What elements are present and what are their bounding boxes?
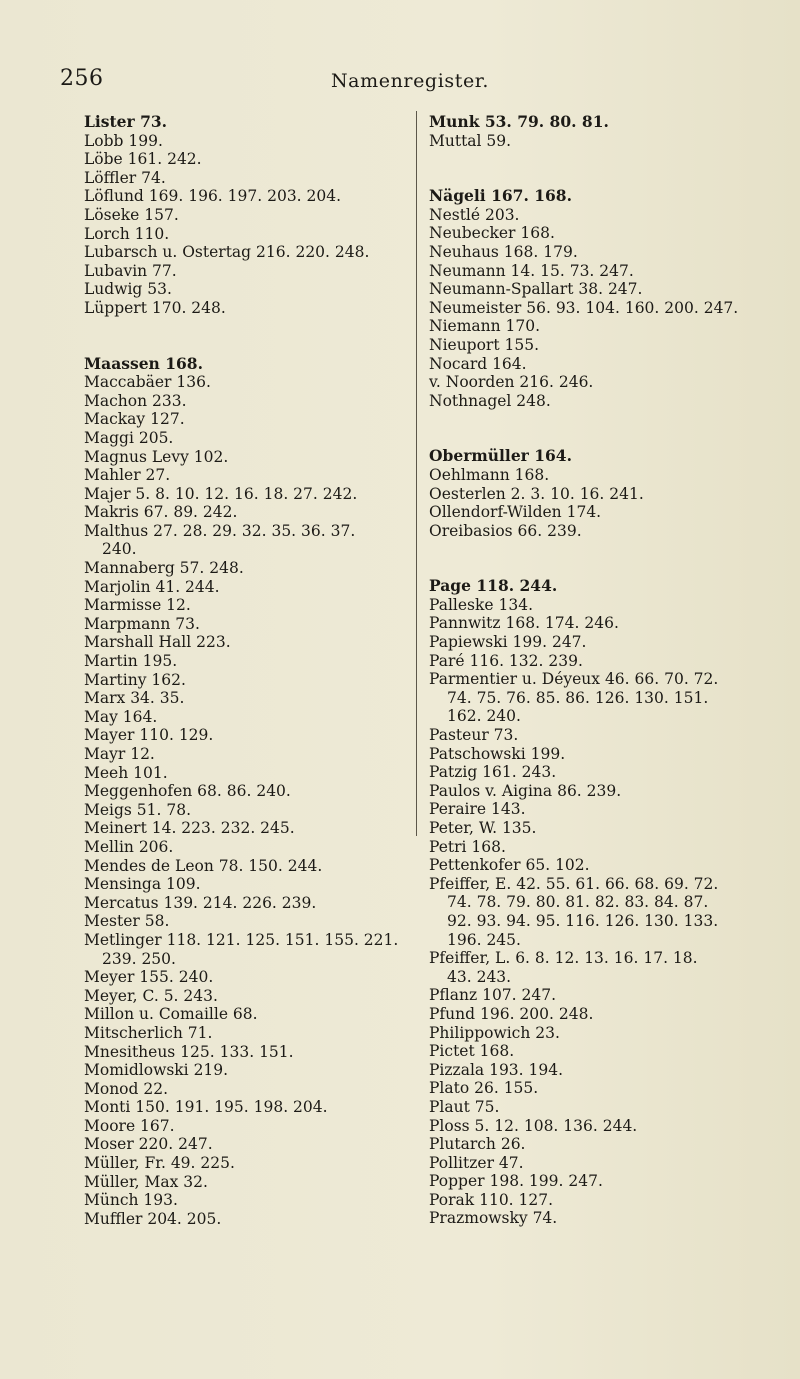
index-entry <box>429 596 759 615</box>
entry-text: Nägeli 167. 168. <box>429 186 572 206</box>
entry-text: Löflund 169. 196. 197. 203. 204. <box>84 187 342 206</box>
entry-text: Paré 116. 132. 239. <box>429 651 583 670</box>
index-entry <box>429 299 759 318</box>
index-entry <box>84 410 404 429</box>
index-entry <box>84 1173 404 1192</box>
entry-text: Neumeister 56. 93. 104. 160. 200. 247. <box>429 298 739 317</box>
index-entry <box>429 113 759 132</box>
index-entry <box>429 1042 759 1061</box>
index-entry <box>84 708 404 727</box>
entry-text: Mercatus 139. 214. 226. 239. <box>84 893 317 912</box>
entry-continuation: 239. 250. <box>102 949 176 968</box>
index-entry <box>84 206 404 225</box>
index-entry <box>429 763 759 782</box>
index-entry <box>84 875 404 894</box>
entry-text: Mahler 27. <box>84 466 171 485</box>
index-entry <box>84 1117 404 1136</box>
index-entry <box>429 336 759 355</box>
index-entry <box>84 1024 404 1043</box>
index-entry <box>429 280 759 299</box>
index-entry <box>429 1098 759 1117</box>
index-entry <box>429 132 759 151</box>
index-entry <box>429 875 759 949</box>
entry-text: Pfund 196. 200. 248. <box>429 1004 594 1023</box>
index-entry <box>429 466 759 485</box>
index-entry <box>429 782 759 801</box>
entry-text: Löffler 74. <box>84 168 166 187</box>
index-entry <box>429 726 759 745</box>
index-entry <box>429 1061 759 1080</box>
entry-text: Neuhaus 168. 179. <box>429 242 578 261</box>
index-entry <box>84 615 404 634</box>
index-entry <box>84 726 404 745</box>
index-entry <box>84 355 404 374</box>
entry-text: Marshall Hall 223. <box>84 633 231 652</box>
index-entry <box>429 652 759 671</box>
entry-text: Löseke 157. <box>84 205 179 224</box>
entry-continuation: 74. 75. 76. 85. 86. 126. 130. 151. <box>447 688 709 707</box>
entry-text: Page 118. 244. <box>429 576 558 596</box>
entry-text: Petri 168. <box>429 837 506 856</box>
index-entry <box>84 931 404 968</box>
index-entry <box>84 1135 404 1154</box>
index-entry <box>429 838 759 857</box>
entry-text: Machon 233. <box>84 391 187 410</box>
entry-text: Obermüller 164. <box>429 446 572 466</box>
entry-text: Prazmowsky 74. <box>429 1209 558 1228</box>
index-entry <box>429 373 759 392</box>
entry-text: Pannwitz 168. 174. 246. <box>429 614 619 633</box>
entry-text: Malthus 27. 28. 29. 32. 35. 36. 37. <box>84 521 356 540</box>
entry-text: Plutarch 26. <box>429 1135 526 1154</box>
entry-text: Marpmann 73. <box>84 614 200 633</box>
entry-text: Martiny 162. <box>84 670 186 689</box>
index-entry <box>429 317 759 336</box>
entry-continuation: 196. 245. <box>447 930 521 949</box>
entry-text: Maassen 168. <box>84 353 203 373</box>
entry-text: Mannaberg 57. 248. <box>84 559 244 578</box>
index-entry <box>429 986 759 1005</box>
entry-text: Nothnagel 248. <box>429 391 551 410</box>
entry-text: Mendes de Leon 78. 150. 244. <box>84 856 323 875</box>
entry-text: Nestlé 203. <box>429 205 520 224</box>
entry-text: Lorch 110. <box>84 224 170 243</box>
entry-text: Lobb 199. <box>84 131 163 150</box>
entry-text: Monti 150. 191. 195. 198. 204. <box>84 1098 328 1117</box>
entry-text: Mitscherlich 71. <box>84 1023 213 1042</box>
index-entry <box>84 243 404 262</box>
entry-text: Marmisse 12. <box>84 596 191 615</box>
entry-text: Paulos v. Aigina 86. 239. <box>429 781 622 800</box>
entry-text: Pfeiffer, L. 6. 8. 12. 13. 16. 17. 18. <box>429 949 698 968</box>
entry-text: Meggenhofen 68. 86. 240. <box>84 782 291 801</box>
running-title: Namenregister. <box>330 70 490 92</box>
index-group <box>429 113 759 150</box>
entry-continuation: 43. 243. <box>447 967 512 986</box>
index-entry <box>84 373 404 392</box>
index-entry <box>429 1079 759 1098</box>
index-entry <box>84 522 404 559</box>
entry-text: Makris 67. 89. 242. <box>84 503 238 522</box>
entry-text: Ludwig 53. <box>84 280 172 299</box>
entry-text: Patschowski 199. <box>429 744 566 763</box>
index-entry <box>429 819 759 838</box>
index-entry <box>429 1024 759 1043</box>
index-entry <box>84 857 404 876</box>
entry-text: Oreibasios 66. 239. <box>429 521 582 540</box>
index-entry <box>84 113 404 132</box>
entry-text: Lister 73. <box>84 112 168 131</box>
index-entry <box>429 392 759 411</box>
index-entry <box>429 187 759 206</box>
entry-text: Pollitzer 47. <box>429 1153 524 1172</box>
index-entry <box>429 949 759 986</box>
index-entry <box>84 392 404 411</box>
index-entry <box>429 856 759 875</box>
entry-text: Ploss 5. 12. 108. 136. 244. <box>429 1116 638 1135</box>
index-group <box>84 113 404 318</box>
entry-text: Peter, W. 135. <box>429 819 537 837</box>
index-entry <box>84 1005 404 1024</box>
index-group <box>429 447 759 540</box>
entry-text: Pizzala 193. 194. <box>429 1060 564 1079</box>
entry-text: Meinert 14. 223. 232. 245. <box>84 819 295 838</box>
entry-text: Münch 193. <box>84 1191 178 1210</box>
index-entry <box>84 578 404 597</box>
index-entry <box>84 1154 404 1173</box>
entry-text: Ollendorf-Wilden 174. <box>429 503 602 522</box>
index-entry <box>84 448 404 467</box>
entry-text: Muffler 204. 205. <box>84 1209 222 1228</box>
entry-text: Meeh 101. <box>84 763 168 782</box>
index-entry <box>429 224 759 243</box>
entry-continuation: 92. 93. 94. 95. 116. 126. 130. 133. <box>447 911 719 930</box>
entry-text: Pictet 168. <box>429 1042 515 1061</box>
index-entry <box>84 1210 404 1229</box>
entry-text: Millon u. Comaille 68. <box>84 1005 258 1024</box>
index-entry <box>84 1191 404 1210</box>
index-entry <box>429 503 759 522</box>
entry-text: Muttal 59. <box>429 131 512 150</box>
entry-text: Patzig 161. 243. <box>429 763 557 782</box>
entry-text: Mester 58. <box>84 912 170 931</box>
index-group <box>84 355 404 1229</box>
index-entry <box>429 633 759 652</box>
index-entry <box>84 1098 404 1117</box>
index-entry <box>84 1080 404 1099</box>
page-number: 256 <box>60 66 104 91</box>
entry-text: Pflanz 107. 247. <box>429 986 557 1005</box>
index-entry <box>84 225 404 244</box>
entry-text: Marjolin 41. 244. <box>84 577 220 596</box>
index-entry <box>84 894 404 913</box>
entry-text: Meyer, C. 5. 243. <box>84 986 218 1005</box>
index-entry <box>429 1191 759 1210</box>
entry-text: Pasteur 73. <box>429 726 519 745</box>
entry-text: Metlinger 118. 121. 125. 151. 155. 221. <box>84 930 399 949</box>
index-entry <box>84 745 404 764</box>
index-entry <box>84 838 404 857</box>
entry-text: Philippowich 23. <box>429 1023 560 1042</box>
index-entry <box>84 503 404 522</box>
entry-text: Mayr 12. <box>84 745 155 763</box>
entry-text: Müller, Fr. 49. 225. <box>84 1154 235 1173</box>
index-entry <box>84 689 404 708</box>
entry-text: Pettenkofer 65. 102. <box>429 856 590 875</box>
entry-text: Palleske 134. <box>429 595 534 614</box>
entry-text: Mellin 206. <box>84 837 174 856</box>
entry-text: Parmentier u. Déyeux 46. 66. 70. 72. <box>429 670 719 689</box>
entry-text: May 164. <box>84 707 158 726</box>
index-entry <box>84 782 404 801</box>
index-entry <box>429 670 759 726</box>
entry-text: Lubavin 77. <box>84 261 177 280</box>
index-entry <box>84 280 404 299</box>
index-entry <box>429 614 759 633</box>
index-entry <box>84 819 404 838</box>
entry-text: Oehlmann 168. <box>429 465 550 484</box>
index-entry <box>84 801 404 820</box>
index-entry <box>84 187 404 206</box>
index-entry <box>429 1209 759 1228</box>
entry-text: Majer 5. 8. 10. 12. 16. 18. 27. 242. <box>84 484 358 503</box>
entry-text: Maccabäer 136. <box>84 373 211 392</box>
index-entry <box>429 1117 759 1136</box>
index-entry <box>429 745 759 764</box>
entry-continuation: 162. 240. <box>447 707 521 726</box>
entry-text: Neumann 14. 15. 73. 247. <box>429 261 634 280</box>
index-entry <box>429 447 759 466</box>
entry-text: Porak 110. 127. <box>429 1190 554 1209</box>
entry-text: Mackay 127. <box>84 410 185 429</box>
entry-text: v. Noorden 216. 246. <box>429 373 594 392</box>
index-entry <box>84 559 404 578</box>
entry-text: Plaut 75. <box>429 1097 500 1116</box>
entry-text: Nieuport 155. <box>429 335 540 354</box>
entry-text: Plato 26. 155. <box>429 1079 539 1098</box>
entry-text: Martin 195. <box>84 652 178 671</box>
entry-text: Popper 198. 199. 247. <box>429 1172 603 1191</box>
entry-text: Nocard 164. <box>429 354 527 373</box>
index-entry <box>84 596 404 615</box>
index-entry <box>429 522 759 541</box>
index-entry <box>429 1135 759 1154</box>
column-divider <box>416 111 417 836</box>
index-group <box>429 187 759 410</box>
entry-text: Neubecker 168. <box>429 224 555 243</box>
entry-text: Müller, Max 32. <box>84 1172 208 1191</box>
index-entry <box>84 299 404 318</box>
entry-text: Meyer 155. 240. <box>84 968 214 987</box>
entry-text: Momidlowski 219. <box>84 1061 229 1080</box>
index-entry <box>84 652 404 671</box>
index-entry <box>84 671 404 690</box>
index-entry <box>429 577 759 596</box>
index-entry <box>84 132 404 151</box>
entry-text: Papiewski 199. 247. <box>429 633 587 652</box>
entry-text: Löbe 161. 242. <box>84 150 202 169</box>
entry-text: Marx 34. 35. <box>84 689 185 708</box>
entry-text: Mnesitheus 125. 133. 151. <box>84 1042 294 1061</box>
index-entry <box>84 764 404 783</box>
entry-text: Pfeiffer, E. 42. 55. 61. 66. 68. 69. 72. <box>429 874 719 893</box>
left-column <box>84 113 404 1265</box>
index-entry <box>429 355 759 374</box>
index-entry <box>84 912 404 931</box>
index-entry <box>429 262 759 281</box>
index-entry <box>84 262 404 281</box>
entry-text: Monod 22. <box>84 1079 169 1098</box>
index-entry <box>429 485 759 504</box>
entry-text: Meigs 51. 78. <box>84 800 192 819</box>
index-entry <box>84 1043 404 1062</box>
page-header <box>60 66 760 96</box>
index-entry <box>429 243 759 262</box>
entry-text: Magnus Levy 102. <box>84 447 229 466</box>
entry-text: Neumann-Spallart 38. 247. <box>429 280 643 299</box>
index-entry <box>84 1061 404 1080</box>
index-entry <box>429 800 759 819</box>
entry-text: Moore 167. <box>84 1116 175 1135</box>
index-entry <box>84 968 404 987</box>
index-entry <box>429 1154 759 1173</box>
index-group <box>429 577 759 1228</box>
entry-text: Lubarsch u. Ostertag 216. 220. 248. <box>84 243 370 262</box>
index-entry <box>84 150 404 169</box>
index-entry <box>84 485 404 504</box>
index-entry <box>84 466 404 485</box>
entry-text: Niemann 170. <box>429 317 541 336</box>
index-entry <box>84 169 404 188</box>
entry-text: Peraire 143. <box>429 800 526 819</box>
index-entry <box>84 429 404 448</box>
entry-text: Lüppert 170. 248. <box>84 298 226 317</box>
entry-continuation: 74. 78. 79. 80. 81. 82. 83. 84. 87. <box>447 893 709 912</box>
entry-text: Maggi 205. <box>84 428 174 447</box>
right-column <box>429 113 759 1265</box>
entry-text: Moser 220. 247. <box>84 1135 213 1154</box>
entry-text: Mayer 110. 129. <box>84 726 214 745</box>
index-entry <box>429 1172 759 1191</box>
entry-text: Oesterlen 2. 3. 10. 16. 241. <box>429 484 644 503</box>
index-entry <box>84 633 404 652</box>
entry-continuation: 240. <box>102 540 137 559</box>
index-entry <box>429 1005 759 1024</box>
index-entry <box>84 987 404 1006</box>
index-entry <box>429 206 759 225</box>
entry-text: Munk 53. 79. 80. 81. <box>429 112 609 131</box>
entry-text: Mensinga 109. <box>84 875 201 894</box>
